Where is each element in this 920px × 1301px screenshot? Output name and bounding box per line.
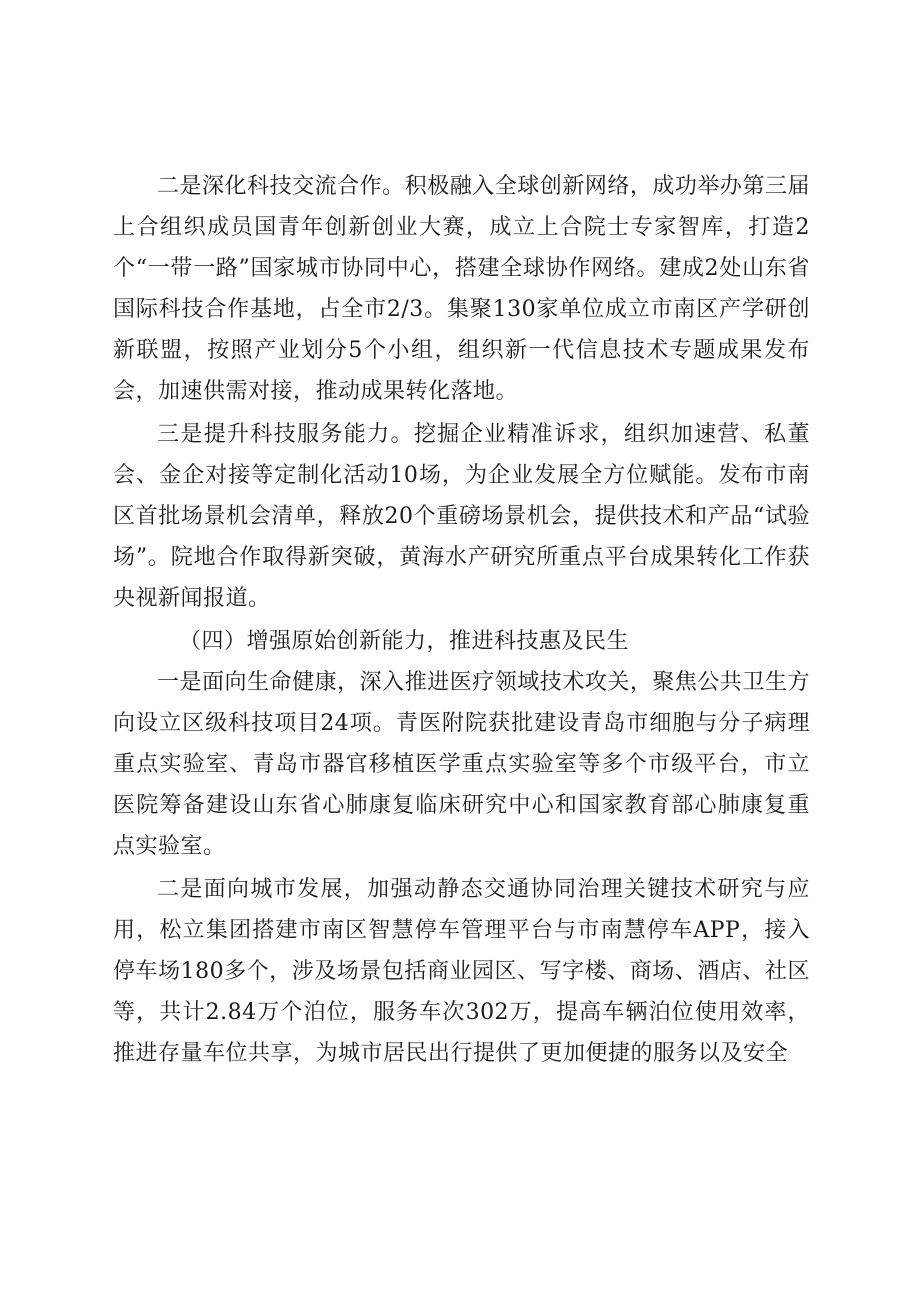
paragraph-life-health: 一是面向生命健康，深入推进医疗领域技术攻关，聚焦公共卫生方向设立区级科技项目24项。青医附院获批建设青岛市细胞与分子病理重点实验室、青岛市器官移植医学重点实验室等多个市级平台，市立医院筹备建设山东省心肺康复临床研究中心和国家教育部心肺康复重点实验室。 — [113, 670, 810, 859]
paragraph-city-development: 二是面向城市发展，加强动静态交通协同治理关键技术研究与应用，松立集团搭建市南区智慧停车管理平台与市南慧停车APP，接入停车场180多个，涉及场景包括商业园区、写字楼、商场、酒店、社区等，共计2.84万个泊位，服务车次302万，提高车辆泊位使用效率，推进存量车位共享，为城市居民出行提供了更加便捷的服务以及安全 — [113, 877, 810, 1066]
paragraph-intl-cooperation: 二是深化科技交流合作。积极融入全球创新网络，成功举办第三届上合组织成员国青年创新创业大赛，成立上合院士专家智库，打造2个“一带一路”国家城市协同中心，搭建全球协作网络。建成2处山东省国际科技合作基地，占全市2/3。集聚130家单位成立市南区产学研创新联盟，按照产业划分5个小组，组织新一代信息技术专题成果发布会，加速供需对接，推动成果转化落地。 — [113, 174, 810, 404]
document-page — [113, 166, 810, 1074]
section-heading: （四）增强原始创新能力，推进科技惠及民生 — [179, 629, 630, 654]
paragraph-tech-services: 三是提升科技服务能力。挖掘企业精准诉求，组织加速营、私董会、金企对接等定制化活动10场，为企业发展全方位赋能。发布市南区首批场景机会清单，释放20个重磅场景机会，提供技术和产品“试验场”。院地合作取得新突破，黄海水产研究所重点平台成果转化工作获央视新闻报道。 — [113, 422, 810, 611]
